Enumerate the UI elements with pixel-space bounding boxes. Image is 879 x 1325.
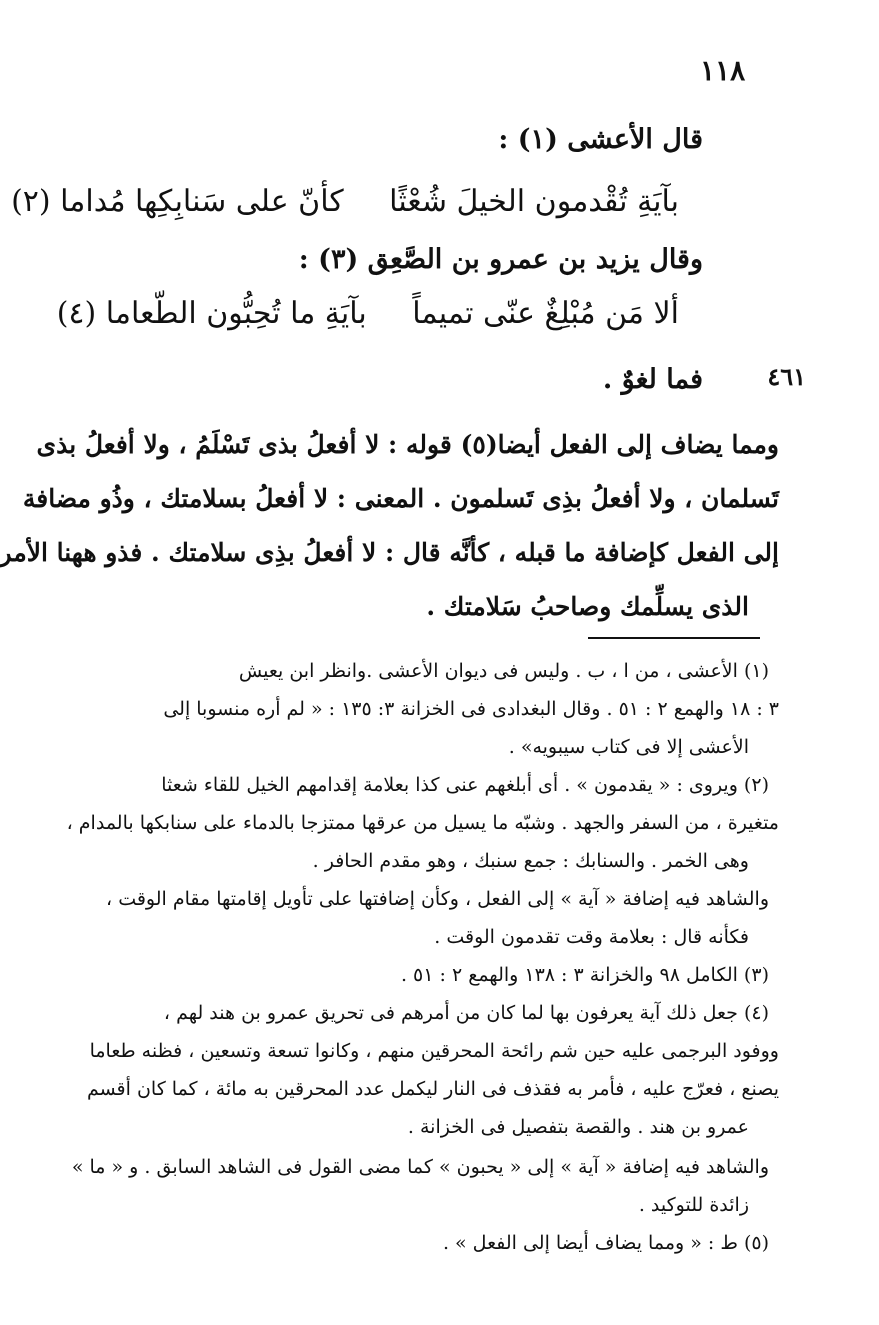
footnote-divider [588, 637, 760, 639]
footnote-line-13: عمرو بن هند . والقصة بتفصيل فى الخزانة . [407, 1116, 749, 1138]
footnote-line-11: ووفود البرجمى عليه حين شم رائحة المحرقين منهم ، وكانوا تسعة وتسعين ، فظنه طعاما [89, 1040, 779, 1062]
body-line-2: تَسلمان ، ولا أفعلُ بذِى تَسلمون . المعنى : لا أفعلُ بسلامتك ، وذُو مضافة [22, 484, 779, 513]
footnote-line-4: (٢) ويروى : « يقدمون » . أى أبلغهم عنى كذا بعلامة إقدامهم الخيل للقاء شعثا [161, 774, 769, 796]
margin-number: ٤٦١ [767, 362, 806, 391]
body-line-3: إلى الفعل كإضافة ما قبله ، كأنَّه قال : لا أفعلُ بذِى سلامتك . فذو ههنا الأمر [0, 538, 779, 567]
footnote-line-3: الأعشى إلا فى كتاب سيبويه» . [508, 736, 749, 758]
verse-2-first-hemistich: ألا مَن مُبْلِغٌ عنّى تميماً [412, 296, 679, 331]
footnote-line-15: زائدة للتوكيد . [638, 1194, 749, 1216]
verse-2 [57, 296, 679, 331]
verse-2-second-hemistich: بآيَةِ ما تُحِبُّون الطّعاما (٤) [56, 296, 367, 331]
footnote-line-8: فكأنه قال : بعلامة وقت تقدمون الوقت . [434, 926, 749, 948]
footnote-line-1: (١) الأعشى ، من ا ، ب . وليس فى ديوان الأعشى .وانظر ابن يعيش [238, 660, 769, 682]
footnote-line-12: يصنع ، فعرّج عليه ، فأمر به فقذف فى النار ليكمل عدد المحرقين به مائة ، كما كان أقسم [86, 1078, 779, 1100]
footnote-line-9: (٣) الكامل ٩٨ والخزانة ٣ : ١٣٨ والهمع ٢ : ٥١ . [400, 964, 769, 986]
footnote-line-7: والشاهد فيه إضافة « آية » إلى الفعل ، وكأن إضافتها على تأويل إقامتها مقام الوقت ، [106, 888, 769, 910]
footnote-line-14: والشاهد فيه إضافة « آية » إلى « يحبون » كما مضى القول فى الشاهد السابق . و « ما » [71, 1156, 769, 1178]
body-line-4: الذى يسلِّمك وصاحبُ سَلامتك . [426, 592, 749, 621]
footnote-line-16: (٥) ط : « ومما يضاف أيضا إلى الفعل » . [442, 1232, 769, 1254]
verse-1 [11, 184, 679, 219]
verse-1-first-hemistich: بآيَةِ تُقْدمون الخيلَ شُعْثًا [389, 184, 679, 219]
intro-line-2: وقال يزيد بن عمرو بن الصَّعِق (٣) : [298, 244, 703, 275]
footnote-line-10: (٤) جعل ذلك آية يعرفون بها لما كان من أمرهم فى تحريق عمرو بن هند لهم ، [163, 1002, 769, 1024]
footnote-line-5: متغيرة ، من السفر والجهد . وشبّه ما يسيل من عرقها ممتزجا بالدماء على سنابكها بالمدام ، [66, 812, 779, 834]
verse-1-second-hemistich: كأنّ على سَنابِكِها مُداما (٢) [11, 184, 344, 219]
page-number: ١١٨ [700, 54, 746, 87]
verse-tail: فما لغوٌ . [602, 364, 703, 395]
footnote-line-6: وهى الخمر . والسنابك : جمع سنبك ، وهو مقدم الحافر . [312, 850, 749, 872]
intro-line-1: قال الأعشى (١) : [498, 124, 703, 155]
body-line-1: ومما يضاف إلى الفعل أيضا(٥) قوله : لا أفعلُ بذى تَسْلَمُ ، ولا أفعلُ بذى [36, 430, 779, 459]
footnote-line-2: ٣ : ١٨ والهمع ٢ : ٥١ . وقال البغدادى فى الخزانة ٣: ١٣٥ : « لم أره منسوبا إلى [163, 698, 779, 720]
